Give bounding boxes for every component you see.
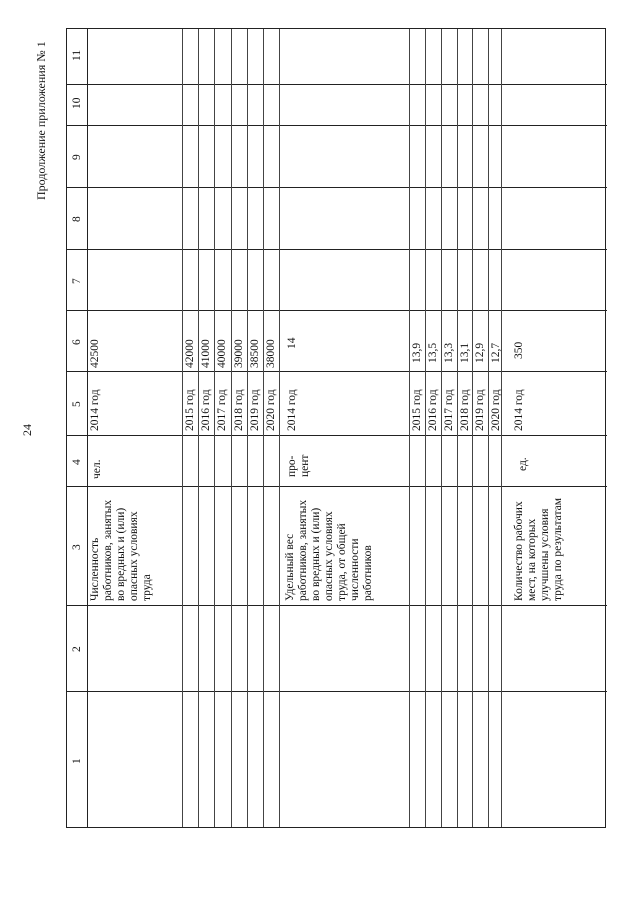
year-label-1-6: 2020 год xyxy=(265,389,277,431)
col-separator-8 xyxy=(67,187,607,188)
block2-row-line-4 xyxy=(472,29,473,827)
block1-row-line-2 xyxy=(214,29,215,827)
col-separator-6 xyxy=(67,310,607,311)
block2-row-line-3 xyxy=(457,29,458,827)
continuation-label: Продолжение приложения № 1 xyxy=(34,41,48,200)
year-label-1-1: 2015 год xyxy=(184,389,196,431)
block2-row-line-5 xyxy=(488,29,489,827)
year-value-2-5: 12,9 xyxy=(474,342,486,363)
year-value-1-4: 39000 xyxy=(233,339,245,368)
year-value-2-2: 13,5 xyxy=(427,342,439,363)
year-value-2-3: 13,3 xyxy=(443,342,455,363)
base-value-3: 350 xyxy=(513,341,525,359)
indicator-name-2: Удельный вес работников, занятых во вредных и (или) опасных условиях труда, от общей численности работников xyxy=(284,499,374,601)
year-label-2-4: 2018 год xyxy=(459,389,471,431)
column-number-1: 1 xyxy=(71,758,83,764)
col-separator-5 xyxy=(67,371,607,372)
indicator-unit-2: про-цент xyxy=(286,454,311,477)
col-separator-4 xyxy=(67,435,607,436)
year-label-1-2: 2016 год xyxy=(200,389,212,431)
column-number-3: 3 xyxy=(71,543,83,550)
column-number-10: 10 xyxy=(71,97,83,109)
page-number: 24 xyxy=(20,424,34,436)
indicator-name-3: Количество рабочих мест, на которых улучшены условия труда по результатам xyxy=(513,497,564,601)
block1-row-line-1 xyxy=(198,29,199,827)
year-label-1-5: 2019 год xyxy=(249,389,261,431)
year-label-2-2: 2016 год xyxy=(427,389,439,431)
column-number-9: 9 xyxy=(71,154,83,160)
base-value-1: 42500 xyxy=(89,339,101,368)
year-label-1-3: 2017 год xyxy=(216,389,228,431)
indicator-unit-1: чел. xyxy=(91,459,103,479)
col-separator-10 xyxy=(67,84,607,85)
block2-row-line-0 xyxy=(409,29,410,827)
column-number-11: 11 xyxy=(71,49,83,61)
base-year-2: 2014 год xyxy=(286,389,298,431)
column-number-7: 7 xyxy=(71,277,83,284)
block1-row-line-3 xyxy=(231,29,232,827)
year-label-2-6: 2020 год xyxy=(490,389,502,431)
column-number-4: 4 xyxy=(71,458,83,465)
col-separator-7 xyxy=(67,249,607,250)
year-value-2-4: 13,1 xyxy=(459,342,471,363)
block2-row-line-1 xyxy=(425,29,426,827)
column-number-2: 2 xyxy=(71,646,83,652)
header-band-edge xyxy=(87,29,88,827)
indicator-name-1: Численность работников, занятых во вредных и (или) опасных условиях труда xyxy=(89,499,153,601)
data-table xyxy=(66,28,606,828)
year-label-2-3: 2017 год xyxy=(443,389,455,431)
col-separator-1 xyxy=(67,691,607,692)
column-number-6: 6 xyxy=(71,338,83,345)
block1-row-line-6 xyxy=(279,29,280,827)
year-label-2-1: 2015 год xyxy=(411,389,423,431)
year-value-1-1: 42000 xyxy=(184,339,196,368)
year-value-1-6: 38000 xyxy=(265,339,277,368)
year-label-2-5: 2019 год xyxy=(474,389,486,431)
year-value-1-3: 40000 xyxy=(216,339,228,368)
col-separator-9 xyxy=(67,125,607,126)
column-number-8: 8 xyxy=(71,216,83,222)
year-label-1-4: 2018 год xyxy=(233,389,245,431)
base-year-3: 2014 год xyxy=(513,389,525,431)
block2-row-line-2 xyxy=(441,29,442,827)
block1-row-line-5 xyxy=(263,29,264,827)
indicator-unit-3: ед. xyxy=(517,457,529,471)
year-value-1-5: 38500 xyxy=(249,339,261,368)
year-value-2-1: 13,9 xyxy=(411,342,423,363)
column-number-5: 5 xyxy=(71,401,83,407)
base-value-2: 14 xyxy=(286,337,298,349)
block1-row-line-4 xyxy=(247,29,248,827)
year-value-1-2: 41000 xyxy=(200,339,212,368)
col-separator-2 xyxy=(67,605,607,606)
year-value-2-6: 12,7 xyxy=(490,342,502,363)
base-year-1: 2014 год xyxy=(89,389,101,431)
block1-row-line-0 xyxy=(182,29,183,827)
